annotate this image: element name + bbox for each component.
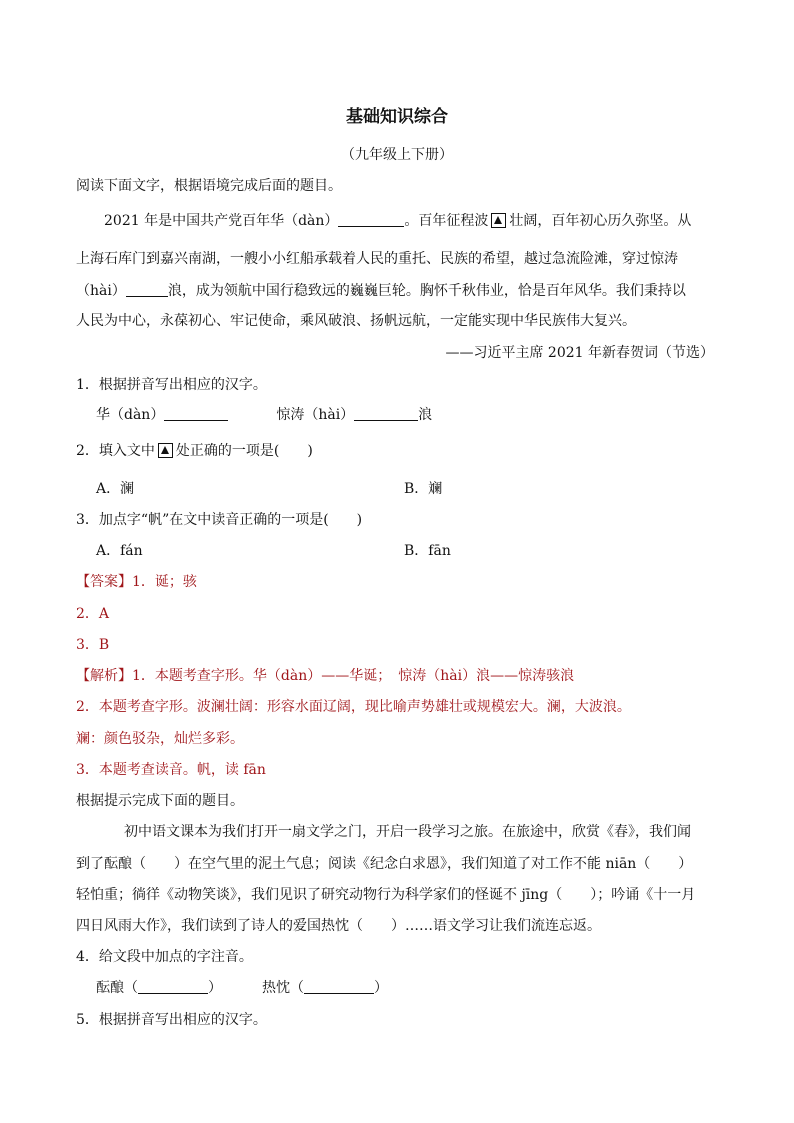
q3-option-b[interactable]: B．fān: [404, 543, 451, 559]
passage1-line3: [76, 282, 686, 300]
question-5-stem: 5．根据拼音写出相应的汉字。: [76, 1012, 267, 1028]
triangle-marker-icon: [491, 213, 506, 228]
page-title: 基础知识综合: [346, 107, 448, 127]
answer-blank[interactable]: [304, 979, 374, 994]
explanation-line-2: 2．本题考查字形。波澜壮阔：形容水面辽阔，现比喻声势雄壮或规模宏大。澜，大波浪。: [76, 699, 631, 715]
question-1-stem: 1．根据拼音写出相应的汉字。: [76, 377, 267, 393]
intro-text-1: 阅读下面文字，根据语境完成后面的题目。: [76, 178, 342, 194]
answer-line-3: 3．B: [76, 637, 110, 653]
q2-stem-part-a: 2．填入文中: [76, 443, 155, 459]
q1-part-b-suffix: 浪: [418, 407, 433, 423]
q3-option-a[interactable]: A．fán: [96, 543, 143, 559]
passage2-line2: 到了酝酿（ ）在空气里的泥土气息；阅读《纪念白求恩》，我们知道了对工作不能 niān（ ）: [76, 856, 693, 872]
passage2-line1: 初中语文课本为我们打开一扇文学之门，开启一段学习之旅。在旅途中，欣赏《春》，我们闻: [124, 824, 691, 840]
question-4-answers: [96, 979, 388, 997]
passage1-line2: 上海石库门到嘉兴南湖，一艘小小红船承载着人民的重托、民族的希望，越过急流险滩，穿过惊涛: [76, 251, 678, 267]
passage1-line1: [104, 212, 691, 230]
question-3-stem: 3．加点字“帆”在文中读音正确的一项是( ): [76, 512, 363, 528]
passage1-source: ——习近平主席 2021 年新春贺词（节选）: [445, 345, 714, 361]
answer-blank: [338, 212, 404, 227]
q4-part-a-label: 酝酿（: [96, 980, 138, 996]
q4-part-b-end: ）: [374, 980, 388, 996]
q1-part-b-label: 惊涛（hài）: [276, 407, 355, 423]
intro-text-2: 根据提示完成下面的题目。: [76, 793, 244, 809]
passage2-line4: 四日风雨大作》，我们读到了诗人的爱国热忱（ ）……语文学习让我们流连忘返。: [76, 918, 601, 934]
passage1-line3-part-a: （hài）: [76, 283, 126, 299]
question-4-stem: 4．给文段中加点的字注音。: [76, 949, 253, 965]
answer-line-2: 2．A: [76, 606, 110, 622]
q4-part-a-end: ）: [208, 980, 222, 996]
passage1-line1-part-c: 壮阔，百年初心历久弥坚。从: [509, 213, 692, 229]
q4-part-b-label: 热忱（: [262, 980, 304, 996]
passage1-line1-part-a: 2021 年是中国共产党百年华（dàn）: [104, 213, 339, 229]
answer-blank: [126, 282, 168, 297]
answer-line-1: 【答案】1．诞；骇: [76, 574, 197, 590]
q2-stem-part-b: 处正确的一项是( ): [175, 443, 313, 459]
q2-option-b[interactable]: B．斓: [404, 481, 443, 497]
page-subtitle: （九年级上下册）: [341, 147, 453, 163]
answer-blank[interactable]: [138, 979, 208, 994]
passage2-line3: 轻怕重；徜徉《动物笑谈》，我们见识了研究动物行为科学家们的怪诞不 jīng（ ）；吟诵《十一月: [76, 887, 696, 903]
explanation-line-2b: 斓：颜色驳杂，灿烂多彩。: [76, 731, 244, 747]
passage1-line1-part-b: 。百年征程波: [404, 213, 489, 229]
triangle-marker-icon: [158, 443, 173, 458]
passage1-line3-part-b: 浪，成为领航中国行稳致远的巍巍巨轮。胸怀千秋伟业，恰是百年风华。我们秉持以: [167, 283, 686, 299]
question-1-answers: [96, 406, 432, 424]
answer-blank[interactable]: [354, 406, 418, 421]
explanation-line-1: 【解析】1．本题考查字形。华（dàn）——华诞； 惊涛（hài）浪——惊涛骇浪: [76, 668, 575, 684]
explanation-line-3: 3．本题考查读音。帆，读 fān: [76, 762, 266, 778]
question-2-stem: [76, 442, 313, 460]
q2-option-a[interactable]: A．澜: [96, 481, 135, 497]
q1-part-a-label: 华（dàn）: [96, 407, 165, 423]
passage1-line4: 人民为中心，永葆初心、牢记使命，乘风破浪、扬帆远航，一定能实现中华民族伟大复兴。: [76, 313, 636, 329]
answer-blank[interactable]: [164, 406, 228, 421]
